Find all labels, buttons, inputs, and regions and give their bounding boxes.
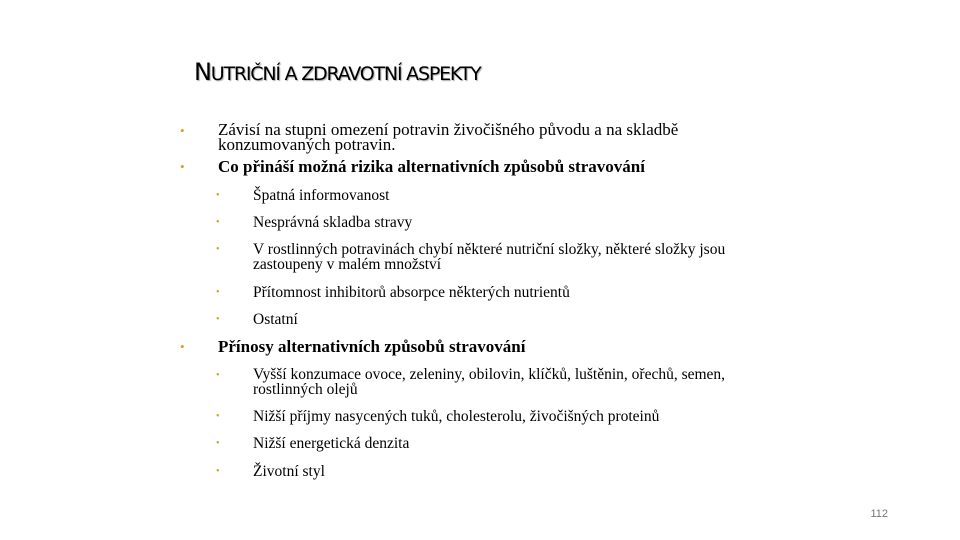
item-line: Vyšší konzumace ovoce, zeleniny, obilovin, klíčků, luštěnin, ořechů, semen, [253,366,726,383]
list-item: Špatná informovanost [253,187,390,204]
bullet-icon: • [216,190,220,201]
list-item: Přítomnost inhibitorů absorpce některých nutrientů [253,284,570,301]
list-item [253,242,725,272]
bullet-icon: • [216,314,220,325]
bullet-icon: • [180,123,185,138]
item-line: zastoupeny v malém množství [253,256,442,273]
title-rest: UTRIČNÍ A ZDRAVOTNÍ ASPEKTY [210,63,481,85]
bullet-icon: • [216,411,220,422]
list-item: Nižší energetická denzita [253,435,410,452]
list-item [218,122,678,152]
bullet-icon: • [216,370,220,381]
bullet-icon: • [216,287,220,298]
item-line: V rostlinných potravinách chybí některé nutriční složky, některé složky jsou [253,241,726,258]
item-line: rostlinných olejů [253,381,358,398]
bullet-icon: • [180,159,185,174]
bullet-icon: • [180,339,185,354]
list-item: Životní styl [253,463,325,480]
list-item: Nesprávná skladba stravy [253,214,413,231]
bullet-icon: • [216,466,220,477]
list-item: Nižší příjmy nasycených tuků, cholesterolu, živočišných proteinů [253,408,660,425]
list-item: Ostatní [253,311,298,328]
bullet-icon: • [216,217,220,228]
page-number: 112 [870,508,888,520]
item-line: konzumovaných potravin. [218,135,396,154]
title-initial: N [194,58,211,86]
item-line: Závisí na stupni omezení potravin živočišného původu a na skladbě [218,120,679,139]
bullet-icon: • [216,438,220,449]
list-item-benefits-heading: Přínosy alternativních způsobů stravování [218,337,526,356]
bullet-icon: • [216,244,220,255]
list-item-risks-heading: Co přináší možná rizika alternativních způsobů stravování [218,157,645,176]
slide-title [194,56,481,90]
list-item [253,367,725,397]
